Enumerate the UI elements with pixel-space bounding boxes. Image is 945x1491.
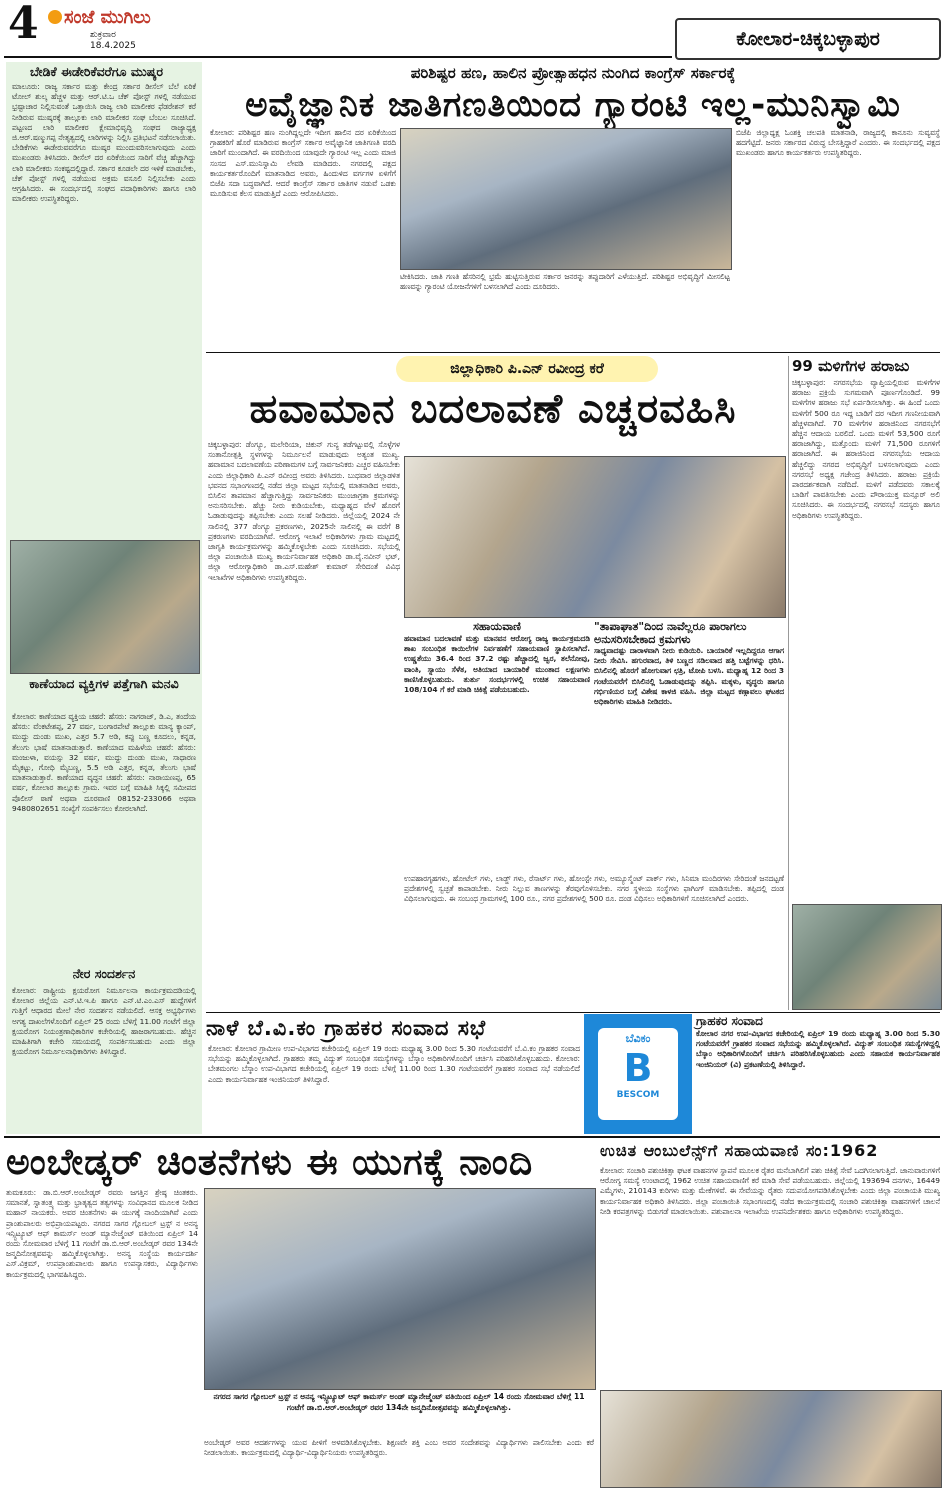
ambulance-photo (600, 1390, 942, 1488)
bescom-body: ಕೋಲಾರ: ಕೋಲಾರ ಗ್ರಾಮೀಣ ಉಪ-ವಿಭಾಗದ ಕಚೇರಿಯಲ್ಲಿ ಏಪ್ರಿಲ್ 19 ರಂದು ಮಧ್ಯಾಹ್ನ 3.00 ರಿಂದ 5.30 ಗಂಟೆಯವರೆಗೆ ಬೆ.ವಿ.ಕಂ ಗ್ರಾಹಕರ ಸಂವಾದ ಸಭೆಯನ್ನು ಹಮ್ಮಿಕೊಳ್ಳಲಾಗಿದೆ. ಗ್ರಾಹಕರು ತಮ್ಮ ವಿದ್ಯುತ್ ಸಂಬಂಧಿತ ಸಮಸ್ಯೆಗಳನ್ನು ಬೆಸ್ಕಾಂ ಅಧಿಕಾರಿಗಳೊಂದಿಗೆ ಚರ್ಚಿಸಿ ಪರಿಹರಿಸಿಕೊಳ್ಳಬಹುದು. ಕೋಲಾರ: ಬೇತಮಂಗಲ ಬೆಸ್ಕಾಂ ಉಪ-ವಿಭಾಗದ ಕಚೇರಿಯಲ್ಲಿ ಏಪ್ರಿಲ್ 19 ರಂದು ಬೆಳಿಗ್ಗೆ 11.00 ರಿಂದ 1.30 ಗಂಟೆಯವರೆಗೆ ಗ್ರಾಹಕರ ಸಂವಾದ ಸಭೆ ನಡೆಯಲಿದೆ ಎಂದು ಕಾರ್ಯನಿರ್ವಾಹಕ ಇಂಜಿನಿಯರ್ ತಿಳಿಸಿದ್ದಾರೆ. (208, 1044, 580, 1084)
climate-meeting-photo (404, 456, 786, 618)
climate-body: ಚಿಕ್ಕಬಳ್ಳಾಪುರ: ಡೆಂಗ್ಯೂ, ಮಲೇರಿಯಾ, ಚಿಕುನ್ ಗುನ್ಯ ತಡೆಗಟ್ಟುವಲ್ಲಿ ಸೊಳ್ಳೆಗಳ ಸಂತಾನೋತ್ಪತ್ತಿ ಸ್ಥಳಗಳನ್ನು ನಿರ್ಮೂಲನೆ ಮಾಡುವುದು ಅತ್ಯಂತ ಮುಖ್ಯ. ಹವಾಮಾನ ಬದಲಾವಣೆಯ ಪರಿಣಾಮಗಳ ಬಗ್ಗೆ ಸಾರ್ವಜನಿಕರು ಎಚ್ಚರ ವಹಿಸಬೇಕು ಎಂದು ಜಿಲ್ಲಾಧಿಕಾರಿ ಪಿ.ಎನ್ ರವೀಂದ್ರ ಅವರು ತಿಳಿಸಿದರು. ಬುಧವಾರ ಜಿಲ್ಲಾಡಳಿತ ಭವನದ ಸಭಾಂಗಣದಲ್ಲಿ ನಡೆದ ಜಿಲ್ಲಾ ಮಟ್ಟದ ಸಭೆಯಲ್ಲಿ ಮಾತನಾಡಿದ ಅವರು, ಬಿಸಿಲಿನ ತಾಪಮಾನ ಹೆಚ್ಚಾಗುತ್ತಿದ್ದು ಸಾರ್ವಜನಿಕರು ಮುಂಜಾಗ್ರತಾ ಕ್ರಮಗಳನ್ನು ಅನುಸರಿಸಬೇಕು. ಹೆಚ್ಚು ನೀರು ಕುಡಿಯಬೇಕು, ಮಧ್ಯಾಹ್ನದ ವೇಳೆ ಹೊರಗೆ ಓಡಾಡುವುದನ್ನು ತಪ್ಪಿಸಬೇಕು ಎಂದು ಸಲಹೆ ನೀಡಿದರು. ಜಿಲ್ಲೆಯಲ್ಲಿ 2024 ನೇ ಸಾಲಿನಲ್ಲಿ 377 ಡೆಂಗ್ಯೂ ಪ್ರಕರಣಗಳು, 2025ನೇ ಸಾಲಿನಲ್ಲಿ ಈ ವರೆಗೆ 8 ಪ್ರಕರಣಗಳು ವರದಿಯಾಗಿವೆ. ಆರೋಗ್ಯ ಇಲಾಖೆ ಅಧಿಕಾರಿಗಳು ಗ್ರಾಮ ಮಟ್ಟದಲ್ಲಿ ಜಾಗೃತಿ ಕಾರ್ಯಕ್ರಮಗಳನ್ನು ಹಮ್ಮಿಕೊಳ್ಳಬೇಕು ಎಂದು ಸೂಚಿಸಿದರು. ಸಭೆಯಲ್ಲಿ ಜಿಲ್ಲಾ ಪಂಚಾಯಿತಿ ಮುಖ್ಯ ಕಾರ್ಯನಿರ್ವಾಹಕ ಅಧಿಕಾರಿ ಡಾ.ವೈ.ನವೀನ್ ಭಟ್, ಜಿಲ್ಲಾ ಆರೋಗ್ಯಾಧಿಕಾರಿ ಡಾ.ಎಸ್.ಮಹೇಶ್ ಕುಮಾರ್ ಸೇರಿದಂತೆ ವಿವಿಧ ಇಲಾಖೆಗಳ ಅಧಿಕಾರಿಗಳು ಉಪಸ್ಥಿತರಿದ್ದರು. (208, 440, 400, 582)
bescom-side-title: ಗ್ರಾಹಕರ ಸಂವಾದ (696, 1014, 763, 1028)
helpline-box (404, 620, 590, 870)
climate-headline: ಹವಾಮಾನ ಬದಲಾವಣೆ ಎಚ್ಚರವಹಿಸಿ (249, 386, 737, 432)
bescom-headline: ನಾಳೆ ಬೆ.ವಿ.ಕಂ ಗ್ರಾಹಕರ ಸಂವಾದ ಸಭೆ (206, 1016, 487, 1040)
masthead-rule (4, 56, 672, 58)
sidebar-body-3: ಕೋಲಾರ: ರಾಷ್ಟ್ರೀಯ ಕ್ಷಯರೋಗ ನಿರ್ಮೂಲನಾ ಕಾರ್ಯಕ್ರಮದಡಿಯಲ್ಲಿ ಕೋಲಾರ ಜಿಲ್ಲೆಯ ಎನ್.ಟಿ.ಇ.ಪಿ ಹಾಗೂ ಎನ್.ಟಿ.ಎಂ.ಎಸ್ ಹುದ್ದೆಗಳಿಗೆ ಗುತ್ತಿಗೆ ಆಧಾರದ ಮೇಲೆ ನೇರ ಸಂದರ್ಶನ ನಡೆಯಲಿದೆ. ಆಸಕ್ತ ಅಭ್ಯರ್ಥಿಗಳು ಅಗತ್ಯ ದಾಖಲೆಗಳೊಂದಿಗೆ ಏಪ್ರಿಲ್ 25 ರಂದು ಬೆಳಿಗ್ಗೆ 11.00 ಗಂಟೆಗೆ ಜಿಲ್ಲಾ ಕ್ಷಯರೋಗ ನಿಯಂತ್ರಣಾಧಿಕಾರಿಗಳ ಕಚೇರಿಯಲ್ಲಿ ಹಾಜರಾಗಬಹುದು. ಹೆಚ್ಚಿನ ಮಾಹಿತಿಗಾಗಿ ಕಚೇರಿ ಸಮಯದಲ್ಲಿ ಸಂಪರ್ಕಿಸಬಹುದು ಎಂದು ಜಿಲ್ಲಾ ಕ್ಷಯರೋಗ ನಿರ್ಮೂಲನಾಧಿಕಾರಿಗಳು ತಿಳಿಸಿದ್ದಾರೆ. (12, 986, 196, 1057)
sidebar-body-2: ಕೋಲಾರ: ಕಾಣೆಯಾದ ವ್ಯಕ್ತಿಯ ಚಹರೆ: ಹೆಸರು: ನಾಗರಾಜ್, ಡಿ.ಎ, ತಂದೆಯ ಹೆಸರು: ವೆಂಕಟೇಶಪ್ಪ, 27 ವರ್ಷ, ಬಂಗಾರಪೇಟೆ ತಾಲ್ಲೂಕು ಮಾನ್ಯ ಕ್ಯಾಂಪ್, ಮುದ್ದು ದುಂಡು ಮುಖ, ಎತ್ತರ 5.7 ಅಡಿ, ಕಪ್ಪು ಬಣ್ಣ ಕೂದಲು, ಕನ್ನಡ, ತೆಲುಗು ಭಾಷೆ ಮಾತನಾಡುತ್ತಾರೆ. ಕಾಣೆಯಾದ ಮಹಿಳೆಯ ಚಹರೆ: ಹೆಸರು: ಮಂಜುಳಾ, ವಯಸ್ಸು 32 ವರ್ಷ, ಮುದ್ದು ದುಂಡು ಮುಖ, ಸಾಧಾರಣ ಮೈಕಟ್ಟು, ಗೋಧಿ ಮೈಬಣ್ಣ, 5.5 ಅಡಿ ಎತ್ತರ, ಕನ್ನಡ, ತೆಲುಗು ಭಾಷೆ ಮಾತನಾಡುತ್ತಾರೆ. ಕಾಣೆಯಾದ ವೃದ್ಧನ ಚಹರೆ: ಹೆಸರು: ನಾರಾಯಣಪ್ಪ, 65 ವರ್ಷ, ಕೋಲಾರ ತಾಲ್ಲೂಕು ಗ್ರಾಮ. ಇವರ ಬಗ್ಗೆ ಮಾಹಿತಿ ಸಿಕ್ಕಲ್ಲಿ ಸಮೀಪದ ಪೊಲೀಸ್ ಠಾಣೆ ಅಥವಾ ದೂರವಾಣಿ 08152-233066 ಅಥವಾ 9480802651 ಸಂಖ್ಯೆಗೆ ಸಂಪರ್ಕಿಸಲು ಕೋರಲಾಗಿದೆ. (12, 712, 196, 813)
lead-body-mid: ಟೀಕಿಸಿದರು. ಜಾತಿ ಗಣತಿ ಹೆಸರಿನಲ್ಲಿ ಭ್ರಮೆ ಹುಟ್ಟಿಸುತ್ತಿರುವ ಸರ್ಕಾರ ಜನರನ್ನು ತಪ್ಪುದಾರಿಗೆ ಎಳೆಯುತ್ತಿದೆ. ಪರಿಶಿಷ್ಟರ ಅಭಿವೃದ್ಧಿಗೆ ಮೀಸಲಿಟ್ಟ ಹಣವನ್ನು ಗ್ಯಾರಂಟಿ ಯೋಜನೆಗಳಿಗೆ ಬಳಸಲಾಗಿದೆ ಎಂದು ದೂರಿದರು. (400, 272, 730, 292)
ambedkar-headline: ಅಂಬೇಡ್ಕರ್ ಚಿಂತನೆಗಳು ಈ ಯುಗಕ್ಕೆ ನಾಂದಿ (6, 1142, 534, 1183)
issue-date: 18.4.2025 (90, 41, 136, 51)
ambulance-body: ಕೋಲಾರ: ಸಂಚಾರಿ ಪಶುಚಿಕಿತ್ಸಾ ಘಟಕ ವಾಹನಗಳ ಸ್ಥಾಪನೆ ಮೂಲಕ ರೈತರ ಮನೆಬಾಗಿಲಿಗೆ ಪಶು ಚಿಕಿತ್ಸೆ ಸೇವೆ ಒದಗಿಸಲಾಗುತ್ತಿದೆ. ಜಾನುವಾರುಗಳಿಗೆ ಆರೋಗ್ಯ ಸಮಸ್ಯೆ ಉಂಟಾದಲ್ಲಿ 1962 ಉಚಿತ ಸಹಾಯವಾಣಿಗೆ ಕರೆ ಮಾಡಿ ಸೇವೆ ಪಡೆಯಬಹುದು. ಜಿಲ್ಲೆಯಲ್ಲಿ 193694 ದನಗಳು, 16449 ಎಮ್ಮೆಗಳು, 210143 ಕುರಿಗಳು ಮತ್ತು ಮೇಕೆಗಳಿವೆ. ಈ ಸೇವೆಯನ್ನು ರೈತರು ಸದುಪಯೋಗಪಡಿಸಿಕೊಳ್ಳಬೇಕು ಎಂದು ಜಿಲ್ಲಾ ಪಂಚಾಯತಿ ಮುಖ್ಯ ಕಾರ್ಯನಿರ್ವಾಹಕ ಅಧಿಕಾರಿ ತಿಳಿಸಿದರು. ಜಿಲ್ಲಾ ಪಂಚಾಯಿತಿ ಸಭಾಂಗಣದಲ್ಲಿ ನಡೆದ ಕಾರ್ಯಕ್ರಮದಲ್ಲಿ ಸಂಚಾರಿ ಪಶುಚಿಕಿತ್ಸಾ ವಾಹನಗಳಿಗೆ ಚಾಲನೆ ನೀಡಿ ಕರಪತ್ರಗಳನ್ನು ಬಿಡುಗಡೆ ಮಾಡಲಾಯಿತು. ಪಶುಪಾಲನಾ ಇಲಾಖೆಯ ಉಪನಿರ್ದೇಶಕರು ಹಾಗೂ ಅಧಿಕಾರಿಗಳು ಉಪಸ್ಥಿತರಿದ್ದರು. (600, 1166, 940, 1216)
bescom-side-body: ಕೋಲಾರ ನಗರ ಉಪ-ವಿಭಾಗದ ಕಚೇರಿಯಲ್ಲಿ ಏಪ್ರಿಲ್ 19 ರಂದು ಮಧ್ಯಾಹ್ನ 3.00 ರಿಂದ 5.30 ಗಂಟೆಯವರೆಗೆ ಗ್ರಾಹಕರ ಸಂವಾದ ಸಭೆಯನ್ನು ಹಮ್ಮಿಕೊಳ್ಳಲಾಗಿದೆ. ವಿದ್ಯುತ್ ಸಂಬಂಧಿತ ಸಮಸ್ಯೆಗಳಿದ್ದಲ್ಲಿ ಬೆಸ್ಕಾಂ ಅಧಿಕಾರಿಗಳೊಂದಿಗೆ ಚರ್ಚಿಸಿ ಪರಿಹರಿಸಿಕೊಳ್ಳಬಹುದು ಎಂದು ಸಹಾಯಕ ಕಾರ್ಯನಿರ್ವಾಹಕ ಇಂಜಿನಿಯರ್ (ವಿ) ಪ್ರಕಟಣೆಯಲ್ಲಿ ತಿಳಿಸಿದ್ದಾರೆ. (696, 1029, 940, 1069)
lead-body-left: ಕೋಲಾರ: ಪರಿಶಿಷ್ಟರ ಹಣ ನುಂಗಿದ್ದಲ್ಲದೇ ಇದೀಗ ಹಾಲಿನ ದರ ಏರಿಕೆಯಿಂದ ಗ್ರಾಹಕರಿಗೆ ಹೊರೆ ಮಾಡಿರುವ ಕಾಂಗ್ರೆಸ್ ಸರ್ಕಾರ ಅವೈಜ್ಞಾನಿಕ ಜಾತಿಗಣತಿ ವರದಿ ಜಾರಿಗೆ ಮುಂದಾಗಿದೆ. ಈ ವರದಿಯಿಂದ ಯಾವುದೇ ಗ್ಯಾರಂಟಿ ಇಲ್ಲ ಎಂದು ಮಾಜಿ ಸಂಸದ ಎಸ್.ಮುನಿಸ್ವಾಮಿ ಲೇವಡಿ ಮಾಡಿದರು. ನಗರದಲ್ಲಿ ಪಕ್ಷದ ಕಾರ್ಯಕರ್ತರೊಂದಿಗೆ ಮಾತನಾಡಿದ ಅವರು, ಹಿಂದುಳಿದ ವರ್ಗಗಳ ಏಳಿಗೆಗೆ ಬಿಜೆಪಿ ಸದಾ ಬದ್ಧವಾಗಿದೆ. ಆದರೆ ಕಾಂಗ್ರೆಸ್ ಸರ್ಕಾರ ಜಾತಿಗಳ ನಡುವೆ ಒಡಕು ಮೂಡಿಸುವ ಕೆಲಸ ಮಾಡುತ್ತಿದೆ ಎಂದು ಆರೋಪಿಸಿದರು. (210, 128, 396, 199)
bescom-logo-card (598, 1028, 678, 1120)
bescom-logo (584, 1014, 692, 1134)
truck-protest-photo (10, 540, 200, 674)
auction-photo (792, 904, 942, 1010)
section-rule-2 (206, 1012, 940, 1013)
bescom-logo-english: BESCOM (616, 1090, 660, 1100)
bescom-b-icon: B (623, 1046, 653, 1090)
sidebar-headline-2: ಕಾಣೆಯಾದ ವ್ಯಕ್ತಿಗಳ ಪತ್ತೆಗಾಗಿ ಮನವಿ (29, 676, 179, 691)
page-number: 4 (8, 0, 39, 49)
lead-group-photo (400, 128, 732, 270)
region-label: ಕೋಲಾರ-ಚಿಕ್ಕಬಳ್ಳಾಪುರ (675, 18, 941, 60)
ambedkar-event-photo (204, 1188, 596, 1390)
bescom-side-notice (696, 1014, 940, 1134)
logo-text: ಸಂಜೆ ಮುಗಿಲು (64, 6, 151, 28)
section-rule (206, 352, 940, 353)
lead-body-right: ಬಿಜೆಪಿ ಜಿಲ್ಲಾಧ್ಯಕ್ಷ ಓಂಶಕ್ತಿ ಚಲಪತಿ ಮಾತನಾಡಿ, ರಾಜ್ಯದಲ್ಲಿ ಕಾನೂನು ಸುವ್ಯವಸ್ಥೆ ಹದಗೆಟ್ಟಿದೆ. ಜನರು ಸರ್ಕಾರದ ವಿರುದ್ಧ ಬೇಸತ್ತಿದ್ದಾರೆ ಎಂದರು. ಈ ಸಂದರ್ಭದಲ್ಲಿ ಪಕ್ಷದ ಮುಖಂಡರು ಹಾಗೂ ಕಾರ್ಯಕರ್ತರು ಉಪಸ್ಥಿತರಿದ್ದರು. (736, 128, 940, 158)
sidebar-body-1: ಮಾಲೂರು: ರಾಜ್ಯ ಸರ್ಕಾರ ಮತ್ತು ಕೇಂದ್ರ ಸರ್ಕಾರ ಡೀಸೆಲ್ ಬೆಲೆ ಏರಿಕೆ ಟೋಲ್ ಶುಲ್ಕ ಹೆಚ್ಚಳ ಮತ್ತು ಆರ್.ಟಿ.ಒ ಚೆಕ್ ಪೋಸ್ಟ್ ಗಳಲ್ಲಿ ನಡೆಯುವ ಭ್ರಷ್ಟಾಚಾರ ನಿಲ್ಲಿಸುವಂತೆ ಒತ್ತಾಯಿಸಿ ರಾಜ್ಯ ಲಾರಿ ಮಾಲೀಕರ ಫೆಡರೇಶನ್ ಕರೆ ನೀಡಿರುವ ಮುಷ್ಕರಕ್ಕೆ ತಾಲ್ಲೂಕು ಲಾರಿ ಮಾಲೀಕರ ಸಂಘ ಬೆಂಬಲ ಸೂಚಿಸಿದೆ. ಪಟ್ಟಣದ ಲಾರಿ ಮಾಲೀಕರ ಕ್ಷೇಮಾಭಿವೃದ್ಧಿ ಸಂಘದ ರಾಜ್ಯಾಧ್ಯಕ್ಷ ಜಿ.ಆರ್.ಷಣ್ಮುಗಪ್ಪ ನೇತೃತ್ವದಲ್ಲಿ ಲಾರಿಗಳನ್ನು ನಿಲ್ಲಿಸಿ ಪ್ರತಿಭಟನೆ ನಡೆಸಲಾಯಿತು. ಬೇಡಿಕೆಗಳು ಈಡೇರುವವರೆಗೂ ಮುಷ್ಕರ ಮುಂದುವರಿಸಲಾಗುವುದು ಎಂದು ಮುಖಂಡರು ತಿಳಿಸಿದರು. ಡೀಸೆಲ್ ದರ ಏರಿಕೆಯಿಂದ ಸಾರಿಗೆ ವೆಚ್ಚ ಹೆಚ್ಚಾಗಿದ್ದು ಲಾರಿ ಮಾಲೀಕರು ಸಂಕಷ್ಟದಲ್ಲಿದ್ದಾರೆ. ಸರ್ಕಾರ ಕೂಡಲೇ ದರ ಇಳಿಕೆ ಮಾಡಬೇಕು, ಚೆಕ್ ಪೋಸ್ಟ್ ಗಳಲ್ಲಿ ನಡೆಯುವ ಅಕ್ರಮ ವಸೂಲಿ ನಿಲ್ಲಿಸಬೇಕು ಎಂದು ಆಗ್ರಹಿಸಿದರು. ಈ ಸಂದರ್ಭದಲ್ಲಿ ಸಂಘದ ಪದಾಧಿಕಾರಿಗಳು ಹಾಗೂ ಲಾರಿ ಮಾಲೀಕರು ಉಪಸ್ಥಿತರಿದ್ದರು. (12, 82, 196, 204)
sidebar (6, 62, 202, 1134)
climate-body-bottom: ಉಪಹಾರಗೃಹಗಳು, ಹೋಟೆಲ್ ಗಳು, ಲಾಡ್ಜ್ ಗಳು, ರೆಸಾರ್ಟ್ ಗಳು, ಹೋಂಸ್ಟೇ ಗಳು, ಅಮ್ಯೂಸ್ಮೆಂಟ್ ಪಾರ್ಕ್ ಗಳು, ಸಿನಿಮಾ ಮಂದಿರಗಳು ಸೇರಿದಂತೆ ಜನದಟ್ಟಣೆ ಪ್ರದೇಶಗಳಲ್ಲಿ ಸ್ವಚ್ಛತೆ ಕಾಪಾಡಬೇಕು. ನೀರು ನಿಲ್ಲುವ ತಾಣಗಳನ್ನು ತೆರವುಗೊಳಿಸಬೇಕು. ನಗರ ಸ್ಥಳೀಯ ಸಂಸ್ಥೆಗಳು ಫಾಗಿಂಗ್ ಮಾಡಿಸಬೇಕು. ತಪ್ಪಿದಲ್ಲಿ ದಂಡ ವಿಧಿಸಲಾಗುವುದು. ಈ ಸಂಬಂಧ ಗ್ರಾಮಗಳಲ್ಲಿ 100 ರೂ., ನಗರ ಪ್ರದೇಶಗಳಲ್ಲಿ 500 ರೂ. ದಂಡ ವಿಧಿಸಲು ಅಧಿಕಾರಿಗಳಿಗೆ ಸೂಚಿಸಲಾಗಿದೆ ಎಂದರು. (404, 874, 784, 904)
climate-kicker: ಜಿಲ್ಲಾಧಿಕಾರಿ ಪಿ.ಎನ್ ರವೀಂದ್ರ ಕರೆ (396, 356, 658, 382)
newspaper-logo (48, 4, 158, 30)
column-rule (788, 356, 789, 1010)
sidebar-headline-3: ನೇರ ಸಂದರ್ಶನ (72, 966, 136, 981)
lead-kicker: ಪರಿಶಿಷ್ಟರ ಹಣ, ಹಾಲಿನ ಪ್ರೋತ್ಸಾಹಧನ ನುಂಗಿದ ಕಾಂಗ್ರೆಸ್ ಸರ್ಕಾರಕ್ಕೆ (410, 64, 736, 82)
auction-body: ಚಿಕ್ಕಬಳ್ಳಾಪುರ: ನಗರಸಭೆಯ ವ್ಯಾಪ್ತಿಯಲ್ಲಿರುವ ಮಳಿಗೆಗಳ ಹರಾಜು ಪ್ರಕ್ರಿಯೆ ಸುಗಮವಾಗಿ ಪೂರ್ಣಗೊಂಡಿದೆ. 99 ಮಳಿಗೆಗಳ ಹರಾಜು ಸಭೆ ಏರ್ಪಡಿಸಲಾಗಿತ್ತು. ಈ ಹಿಂದೆ ಒಂದು ಮಳಿಗೆಗೆ 500 ರೂ ಇದ್ದ ಬಾಡಿಗೆ ದರ ಇದೀಗ ಗಣನೀಯವಾಗಿ ಹೆಚ್ಚಳವಾಗಿದೆ. 70 ಮಳಿಗೆಗಳ ಹರಾಜಿನಿಂದ ನಗರಸಭೆಗೆ ಹೆಚ್ಚಿನ ಆದಾಯ ಬರಲಿದೆ. ಒಂದು ಮಳಿಗೆ 53,500 ರೂಗೆ ಹರಾಜಾಗಿದ್ದು, ಮತ್ತೊಂದು ಮಳಿಗೆ 71,500 ರೂಗಳಿಗೆ ಹರಾಜಾಗಿದೆ. ಈ ಹರಾಜಿನಿಂದ ನಗರಸಭೆಯ ಆದಾಯ ಹೆಚ್ಚಲಿದ್ದು ನಗರದ ಅಭಿವೃದ್ಧಿಗೆ ಬಳಸಲಾಗುವುದು ಎಂದು ನಗರಸಭೆ ಅಧ್ಯಕ್ಷ ಗಜೇಂದ್ರ ತಿಳಿಸಿದರು. ಹರಾಜು ಪ್ರಕ್ರಿಯೆ ಪಾರದರ್ಶಕವಾಗಿ ನಡೆದಿದೆ. ಮಳಿಗೆ ಪಡೆದವರು ಸಕಾಲಕ್ಕೆ ಬಾಡಿಗೆ ಪಾವತಿಸಬೇಕು ಎಂದು ಪೌರಾಯುಕ್ತ ಮನ್ಸೂರ್ ಅಲಿ ಸೂಚಿಸಿದರು. ಈ ಸಂದರ್ಭದಲ್ಲಿ ನಗರಸಭೆ ಸದಸ್ಯರು ಹಾಗೂ ಅಧಿಕಾರಿಗಳು ಉಪಸ್ಥಿತರಿದ್ದರು. (792, 378, 940, 520)
ambedkar-body-bottom: ಅಂಬೇಡ್ಕರ್ ಅವರ ಆದರ್ಶಗಳನ್ನು ಯುವ ಪೀಳಿಗೆ ಅಳವಡಿಸಿಕೊಳ್ಳಬೇಕು. ಶಿಕ್ಷಣವೇ ಶಕ್ತಿ ಎಂಬ ಅವರ ಸಂದೇಶವನ್ನು ವಿದ್ಯಾರ್ಥಿಗಳು ಪಾಲಿಸಬೇಕು ಎಂದು ಕರೆ ನೀಡಲಾಯಿತು. ಕಾರ್ಯಕ್ರಮದಲ್ಲಿ ವಿದ್ಯಾರ್ಥಿ-ವಿದ್ಯಾರ್ಥಿನಿಯರು ಉಪಸ್ಥಿತರಿದ್ದರು. (204, 1438, 594, 1458)
ambulance-headline: ಉಚಿತ ಆಂಬುಲೆನ್ಸ್‌ಗೆ ಸಹಾಯವಾಣಿ ಸಂ:1962 (600, 1141, 879, 1160)
lead-headline: ಅವೈಜ್ಞಾನಿಕ ಜಾತಿಗಣತಿಯಿಂದ ಗ್ಯಾರಂಟಿ ಇಲ್ಲ-ಮುನಿಸ್ವಾಮಿ (245, 85, 901, 125)
bescom-logo-kannada: ಬೆವಿಕಂ (625, 1032, 651, 1045)
issue-day: ಶುಕ್ರವಾರ (90, 30, 116, 40)
helpline-title: ಸಹಾಯವಾಣಿ (473, 620, 521, 633)
heatstroke-title: "ತಾಪಾಘಾತ"ದಿಂದ ನಾವೆಲ್ಲರೂ ಪಾರಾಗಲು ಅನುಸರಿಸಬೇಕಾದ ಕ್ರಮಗಳು (594, 620, 747, 646)
sidebar-headline-1: ಬೇಡಿಕೆ ಈಡೇರಿಕೆವರೆಗೂ ಮುಷ್ಕರ (30, 64, 164, 79)
sun-icon (48, 10, 62, 24)
ambedkar-body: ತುಮಕೂರು: ಡಾ.ಬಿ.ಆರ್.ಅಂಬೇಡ್ಕರ್ ರವರು ಜಗತ್ತಿನ ಶ್ರೇಷ್ಠ ಚಿಂತಕರು. ಸಮಾನತೆ, ಸ್ವಾತಂತ್ರ್ಯ ಮತ್ತು ಭ್ರಾತೃತ್ವದ ತತ್ವಗಳನ್ನು ಸಂವಿಧಾನದ ಮೂಲಕ ನೀಡಿದ ಮಹಾನ್ ನಾಯಕರು. ಅವರ ಚಿಂತನೆಗಳು ಈ ಯುಗಕ್ಕೆ ನಾಂದಿಯಾಗಿವೆ ಎಂದು ಪ್ರಾಂಶುಪಾಲರು ಅಭಿಪ್ರಾಯಪಟ್ಟರು. ನಗರದ ಸಾಗರ ಗ್ಲೋಬಲ್ ಟ್ರಸ್ಟ್ ನ ಅನನ್ಯ ಇನ್ಸ್ಟಿಟ್ಯೂಟ್ ಆಫ್ ಕಾಮರ್ಸ್ ಅಂಡ್ ಮ್ಯಾನೇಜ್ಮೆಂಟ್ ವತಿಯಿಂದ ಏಪ್ರಿಲ್ 14 ರಂದು ಸೋಮವಾರ ಬೆಳಿಗ್ಗೆ 11 ಗಂಟೆಗೆ ಡಾ.ಬಿ.ಆರ್.ಅಂಬೇಡ್ಕರ್ ರವರ 134ನೇ ಜನ್ಮದಿನೋತ್ಸವವನ್ನು ಹಮ್ಮಿಕೊಳ್ಳಲಾಗಿತ್ತು. ಅನನ್ಯ ಸಂಸ್ಥೆಯ ಕಾರ್ಯದರ್ಶಿ ಎಸ್.ವಿಕ್ರಮ್, ಉಪಪ್ರಾಂಶುಪಾಲರು ಹಾಗೂ ಉಪನ್ಯಾಸಕರು, ವಿದ್ಯಾರ್ಥಿಗಳು ಕಾರ್ಯಕ್ರಮದಲ್ಲಿ ಭಾಗವಹಿಸಿದ್ದರು. (6, 1188, 198, 1279)
ambedkar-photo-caption: ನಗರದ ಸಾಗರ ಗ್ಲೋಬಲ್ ಟ್ರಸ್ಟ್ ನ ಅನನ್ಯ ಇನ್ಸ್ಟಿಟ್ಯೂಟ್ ಆಫ್ ಕಾಮರ್ಸ್ ಅಂಡ್ ಮ್ಯಾನೇಜ್ಮೆಂಟ್ ವತಿಯಿಂದ ಏಪ್ರಿಲ್ 14 ರಂದು ಸೋಮವಾರ ಬೆಳಿಗ್ಗೆ 11 ಗಂಟೆಗೆ ಡಾ.ಬಿ.ಆರ್.ಅಂಬೇಡ್ಕರ್ ರವರ 134ನೇ ಜನ್ಮದಿನೋತ್ಸವವನ್ನು ಹಮ್ಮಿಕೊಳ್ಳಲಾಗಿತ್ತು. (213, 1392, 585, 1412)
helpline-body: ಹವಾಮಾನ ಬದಲಾವಣೆ ಮತ್ತು ಮಾನವನ ಆರೋಗ್ಯ ರಾಜ್ಯ ಕಾರ್ಯಕ್ರಮದಡಿ ಶಾಖ ಸಂಬಂಧಿತ ಕಾಯಿಲೆಗಳ ನಿರ್ವಹಣೆಗೆ ಸಹಾಯವಾಣಿ ಸ್ಥಾಪಿಸಲಾಗಿದೆ. ಉಷ್ಣತೆಯು 36.4 ರಿಂದ 37.2 ರಷ್ಟು ಹೆಚ್ಚಾದಲ್ಲಿ ಜ್ವರ, ತಲೆನೋವು, ವಾಂತಿ, ಸ್ನಾಯು ಸೆಳೆತ, ಅತಿಯಾದ ಬಾಯಾರಿಕೆ ಮುಂತಾದ ಲಕ್ಷಣಗಳು ಕಾಣಿಸಿಕೊಳ್ಳಬಹುದು. ತುರ್ತು ಸಂದರ್ಭಗಳಲ್ಲಿ ಉಚಿತ ಸಹಾಯವಾಣಿ 108/104 ಗೆ ಕರೆ ಮಾಡಿ ಚಿಕಿತ್ಸೆ ಪಡೆಯಬಹುದು. (404, 634, 590, 695)
section-rule-3 (4, 1136, 940, 1138)
heatstroke-body: ಸಾಧ್ಯವಾದಷ್ಟು ದಾರಾಳವಾಗಿ ನೀರು ಕುಡಿಯಿರಿ. ಬಾಯಾರಿಕೆ ಇಲ್ಲದಿದ್ದರೂ ಆಗಾಗ ನೀರು ಸೇವಿಸಿ. ಹಗುರವಾದ, ತಿಳಿ ಬಣ್ಣದ ಸಡಿಲವಾದ ಹತ್ತಿ ಬಟ್ಟೆಗಳನ್ನು ಧರಿಸಿ. ಬಿಸಿಲಿನಲ್ಲಿ ಹೊರಗೆ ಹೋಗುವಾಗ ಛತ್ರಿ, ಟೋಪಿ ಬಳಸಿ. ಮಧ್ಯಾಹ್ನ 12 ರಿಂದ 3 ಗಂಟೆಯವರೆಗೆ ಬಿಸಿಲಿನಲ್ಲಿ ಓಡಾಡುವುದನ್ನು ತಪ್ಪಿಸಿ. ಮಕ್ಕಳು, ವೃದ್ಧರು ಹಾಗೂ ಗರ್ಭಿಣಿಯರ ಬಗ್ಗೆ ವಿಶೇಷ ಕಾಳಜಿ ವಹಿಸಿ. ಜಿಲ್ಲಾ ಮಟ್ಟದ ಕಣ್ಗಾವಲು ಘಟಕದ ಅಧಿಕಾರಿಗಳು ಮಾಹಿತಿ ನೀಡಿದರು. (594, 646, 784, 707)
heatstroke-box (594, 620, 784, 870)
auction-headline: 99 ಮಳಿಗೆಗಳ ಹರಾಜು (792, 357, 910, 375)
